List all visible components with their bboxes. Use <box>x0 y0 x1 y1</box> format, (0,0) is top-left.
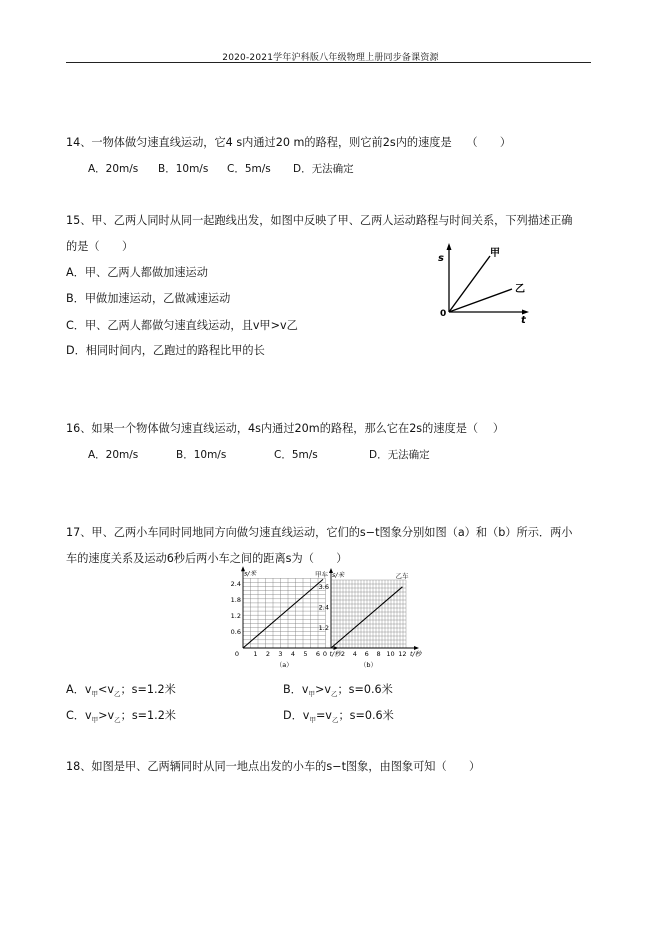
q17-option-b <box>283 681 393 698</box>
q15-line-jia <box>449 256 490 312</box>
q17-chart-b-origin: 0 <box>322 650 328 658</box>
q17-chart-a-y-tick: 1.2 <box>230 612 241 621</box>
q17-chart-a-x-tick: 6 <box>315 650 321 658</box>
q16-option-a: A．20m/s <box>88 449 139 461</box>
q14-option-c: C．5m/s <box>227 163 271 175</box>
q17-chart-b-y-tick: 3.6 <box>318 583 329 591</box>
q17-option-c-mid: >v <box>98 709 115 722</box>
q17-chart-b-y-tick: 1.2 <box>318 623 329 632</box>
header-divider <box>66 62 591 63</box>
q17-option-d-sub1: 甲 <box>309 716 316 725</box>
q15-line-jia-label: 甲 <box>490 248 500 259</box>
q14-option-d: D．无法确定 <box>293 163 354 175</box>
q17-option-c-sub1: 甲 <box>91 716 99 725</box>
q15-line-yi <box>449 289 512 312</box>
q17-chart-a-y-tick: 1.8 <box>230 595 241 604</box>
q15-option-b: B．甲做加速运动，乙做减速运动 <box>66 292 231 305</box>
q16-stem: 16、如果一个物体做匀速直线运动，4s内通过20m的路程，那么它在2s的速度是（ ） <box>66 422 505 435</box>
q17-chart-b-ylabel: s/米 <box>332 571 345 579</box>
q17-chart-a <box>228 569 341 670</box>
q15-option-a: A．甲、乙两人都做加速运动 <box>66 266 208 279</box>
q15-stem-line2: 的是（ ） <box>66 240 134 253</box>
q17-option-a-prefix: A．v <box>66 683 92 696</box>
q17-option-a-suffix: ；s=1.2米 <box>120 683 176 696</box>
q18-stem: 18、如图是甲、乙两辆同时从同一地点出发的小车的s−t图象，由图象可知（ ） <box>66 760 481 773</box>
q17-chart-a-origin: 0 <box>234 650 240 658</box>
q17-chart-a-xlabel: t/秒 <box>329 650 341 658</box>
q15-option-d: D．相同时间内，乙跑过的路程比甲的长 <box>66 344 265 357</box>
q14-option-b: B．10m/s <box>158 163 209 175</box>
page-header: 2020-2021学年沪科版八年级物理上册同步备课资源 <box>222 53 439 63</box>
q17-option-b-suffix: ；s=0.6米 <box>337 683 393 696</box>
q17-stem-line2: 车的速度关系及运动6秒后两小车之间的距离s为（ ） <box>66 552 348 565</box>
q17-chart-b-x-tick: 4 <box>352 650 357 658</box>
q17-option-b-mid: >v <box>314 683 331 696</box>
q15-y-label: s <box>438 253 444 264</box>
q17-chart-b-y-tick: 2.4 <box>318 603 329 612</box>
q16-option-c: C．5m/s <box>274 449 318 461</box>
q17-option-a-sub2: 乙 <box>113 690 121 699</box>
q17-option-b-sub1: 甲 <box>308 690 315 699</box>
q17-option-a <box>66 681 176 698</box>
q17-chart-a-title: 甲车 <box>315 570 328 579</box>
q17-option-c-prefix: C．v <box>66 709 92 722</box>
q17-chart-a-series-line <box>243 579 323 648</box>
q17-option-b-sub2: 乙 <box>330 690 338 699</box>
q15-origin-label: 0 <box>440 309 447 319</box>
q15-y-arrow <box>447 243 452 250</box>
q17-chart-b-caption: （b） <box>359 661 378 669</box>
q17-chart-a-x-tick: 5 <box>303 650 308 658</box>
q17-chart-b-x-tick: 2 <box>340 650 345 658</box>
q17-option-d-mid: =v <box>315 709 332 722</box>
q17-option-b-prefix: B．v <box>283 683 309 696</box>
q17-chart-a-x-tick: 3 <box>278 650 283 658</box>
q15-option-c: C．甲、乙两人都做匀速直线运动，且v甲>v乙 <box>66 319 298 332</box>
q16-option-d: D．无法确定 <box>369 449 430 461</box>
q15-x-label: t <box>521 315 526 326</box>
q17-option-c <box>66 707 176 724</box>
q17-chart-a-y-tick: 2.4 <box>230 579 241 588</box>
q17-chart-b-title: 乙车 <box>395 572 409 580</box>
q17-option-d-suffix: ；s=0.6米 <box>338 709 394 722</box>
q17-chart-a-x-tick: 4 <box>290 650 296 658</box>
q15-stem-line1: 15、甲、乙两人同时从同一起跑线出发，如图中反映了甲、乙两人运动路程与时间关系，下列描述正确 <box>66 214 573 227</box>
q17-chart-b-x-tick: 12 <box>398 650 407 658</box>
q14-stem: 14、一物体做匀速直线运动，它4 s内通过20 m的路程，则它前2s内的速度是 （ ） <box>66 136 512 149</box>
q17-stem-line1: 17、甲、乙两小车同时同地同方向做匀速直线运动，它们的s−t图象分别如图（a）和（b）所示．两小 <box>66 526 573 539</box>
q17-chart-a-caption: （a） <box>275 661 293 669</box>
q17-option-d-sub2: 乙 <box>331 716 339 725</box>
q17-option-a-sub1: 甲 <box>91 690 98 699</box>
q17-option-c-sub2: 乙 <box>114 716 121 725</box>
q17-chart-b-xlabel: t/秒 <box>410 650 422 658</box>
q17-chart-a-ylabel: s/米 <box>244 569 257 578</box>
q17-chart-b-x-tick: 6 <box>364 650 369 658</box>
q17-chart-a-x-tick: 1 <box>253 650 258 658</box>
q16-option-b: B．10m/s <box>176 449 227 461</box>
q14-option-a: A．20m/s <box>88 163 139 175</box>
q17-chart-a-y-tick: 0.6 <box>230 628 241 637</box>
q17-chart-b-x-tick: 10 <box>386 650 395 658</box>
q17-chart-b-x-tick: 8 <box>376 650 381 658</box>
q17-option-a-mid: <v <box>97 683 114 696</box>
q17-chart-a-x-tick: 2 <box>265 650 271 658</box>
q17-option-c-suffix: ；s=1.2米 <box>120 709 176 722</box>
q15-x-arrow <box>522 310 529 315</box>
q15-st-graph <box>436 242 536 326</box>
q17-option-d <box>283 707 394 724</box>
q15-line-yi-label: 乙 <box>515 284 525 295</box>
q17-option-d-prefix: D．v <box>283 709 310 722</box>
